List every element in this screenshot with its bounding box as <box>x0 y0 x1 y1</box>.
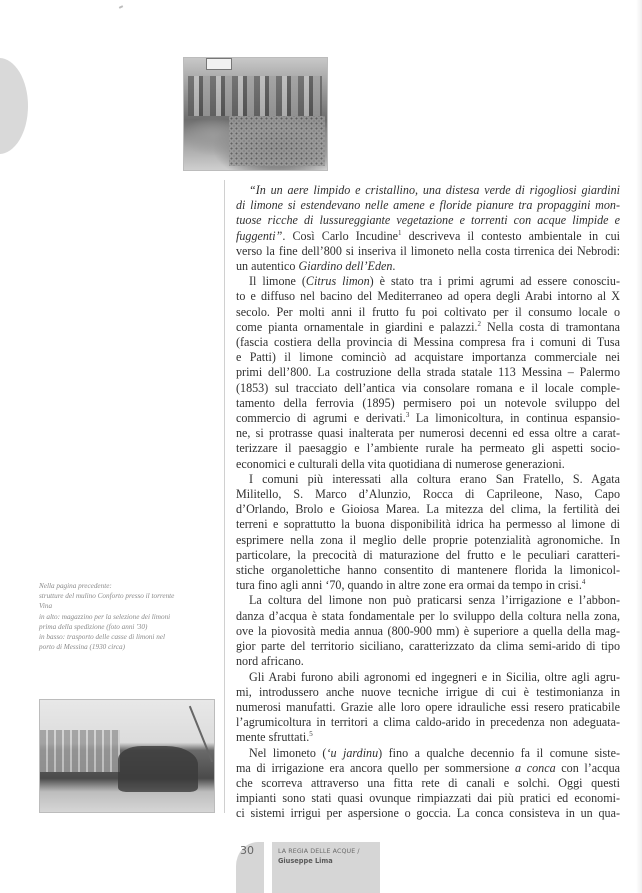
text-line: terreni e soprattutto la buona disponibilità idrica ha permesso al limone di <box>236 517 620 532</box>
paragraph-citrus-limon <box>236 274 620 472</box>
caption-line: in basso: trasporto delle casse di limoni nel <box>39 633 165 642</box>
emphasis-a-conca: a conca <box>515 760 556 775</box>
text-span: ) è stato tra i primi agrumi ad essere conosciu- <box>369 274 620 289</box>
text-line <box>236 730 620 745</box>
text-line: esprimere nella zona il meglio delle proprie potenzialità agronomiche. In <box>236 532 620 547</box>
running-footer-title: LA REGIA DELLE ACQUE / <box>278 848 360 855</box>
text-span: con l’acqua <box>555 760 620 775</box>
text-line: Gli Arabi furono abili agronomi ed ingegneri e in Sicilia, oltre agli agru- <box>249 669 620 684</box>
text-span: descriveva il contesto ambientale in cui <box>401 228 620 243</box>
paragraph-limoneto <box>236 746 620 822</box>
text-line: impianti sono stati quasi ovunque rimpiazzati dai più pratici ed economi- <box>236 791 620 806</box>
text-line: (1853) sul tracciato dell’antica via consolare romana e il locale comple- <box>236 380 620 395</box>
text-line: (fascia costiera della provincia di Messina compresa fra i comuni di Tusa <box>236 335 620 350</box>
photo-lemon-crates-transport <box>39 699 215 813</box>
footnote-ref-1: 1 <box>398 228 402 237</box>
text-line: tuose ricche di lussureggiante vegetazione e torrenti con acque limpide e <box>236 213 620 228</box>
running-footer-author: Giuseppe Lima <box>278 857 333 865</box>
text-span: . <box>392 259 396 274</box>
text-line: tamento della ferrovia (1895) permisero poi un notevole sviluppo del <box>236 395 620 410</box>
text-line: economici e culturali della vita quotidiana di numerose generazioni. <box>236 456 565 471</box>
text-span: tura fino agli anni ‘70, quando in altre zone era ormai da tempo in crisi. <box>236 578 582 593</box>
caption-line: porto di Messina (1930 circa) <box>39 643 125 652</box>
caption-line: Nella pagina precedente: <box>39 582 112 590</box>
caption-line: in alto: magazzino per la selezione dei limoni <box>39 612 171 621</box>
text-span: mente sfruttati. <box>236 730 310 745</box>
text-line <box>236 274 620 289</box>
photo-crates <box>40 730 120 772</box>
column-divider <box>224 180 225 813</box>
text-line: La coltura del limone non può praticarsi senza l’irrigazione e l’abbon- <box>249 593 620 608</box>
text-line: ci sistemi irrigui per aspersione o goccia. La conca consisteva in un qua- <box>236 806 620 821</box>
page-edge-shadow <box>636 0 642 893</box>
text-span: come pianta ornamentale in giardini e palazzi. <box>236 319 478 334</box>
emphasis-citrus-limon: Citrus limon <box>305 274 370 289</box>
photo-lemon-pile <box>229 116 325 166</box>
text-span: ) fino a qualche decennio fa il comune siste- <box>378 745 621 760</box>
text-line: secolo. Per molti anni il frutto fu poi coltivato per il consumo locale o <box>236 304 620 319</box>
text-span: Il limone ( <box>249 274 306 289</box>
caption-line: strutture del mulino Conforto presso il torrente <box>39 592 175 601</box>
scan-mark <box>119 5 123 9</box>
text-line <box>236 320 620 335</box>
paragraph-intro-quote <box>236 183 620 274</box>
body-text <box>236 183 620 822</box>
photo-horses <box>118 746 198 792</box>
paragraph-irrigazione <box>236 593 620 669</box>
caption-line: Vina <box>39 602 53 611</box>
text-line: numerosi manufatti. Grazie alle loro opere idrauliche essi resero praticabile <box>236 699 620 714</box>
text-line: d’Orlando, Brolo e Gioiosa Marea. La mitezza del clima, la fertilità dei <box>236 502 620 517</box>
text-span: . Così Carlo Incudine <box>282 228 399 243</box>
text-line <box>236 761 620 776</box>
photo-window <box>206 58 232 70</box>
text-line <box>236 411 620 426</box>
text-line: to e diffuso nel bacino del Mediterraneo ad opera degli Arabi intorno al X <box>236 289 620 304</box>
paragraph-arabi <box>236 670 620 746</box>
text-line <box>236 746 620 761</box>
quote-end: fuggenti” <box>236 228 283 243</box>
text-line: verso la fine dell’800 si inseriva il limoneto nella costa tirrenica dei Nebrodi: <box>236 243 620 258</box>
text-line: ove la piovosità media annua (800-900 mm) è superiore a quella della mag- <box>236 623 620 638</box>
footnote-ref-5: 5 <box>309 730 313 739</box>
photo-caption <box>39 581 209 652</box>
footnote-ref-3: 3 <box>405 411 410 420</box>
text-span: Nella costa di tramontana <box>480 319 620 334</box>
page-number: 30 <box>240 844 254 857</box>
text-line: terizzare il paesaggio e l’ambiente rurale ha permeato gli aspetti socio- <box>236 441 620 456</box>
text-line: I comuni più interessati alla coltura erano San Fratello, S. Agata <box>249 471 620 486</box>
text-line: mi, introdussero anche nuove tecniche irrigue di cui è testimonianza in <box>236 684 620 699</box>
emphasis-u-jardinu: ‘u jardinu <box>326 745 379 760</box>
text-line: “In un aere limpido e cristallino, una distesa verde di rigogliosi giardini <box>249 183 620 197</box>
photo-workers <box>188 76 322 116</box>
text-line: di limone si estendevano nelle amene e floride pianure tra propaggini mon- <box>236 198 620 213</box>
text-span: La limonicoltura, in continua espansio- <box>409 411 621 426</box>
text-line: e Patti) il limone cominciò ad acquistare importanza commerciale nei <box>236 350 620 365</box>
text-line: stiche organolettiche hanno consentito di mantenere florida la limonicol- <box>236 563 620 578</box>
text-line <box>236 229 620 244</box>
text-line: che scorreva attraverso una fitta rete di canali e solchi. Oggi questi <box>236 775 620 790</box>
text-line: primi dell’800. La costruzione della strada statale 113 Messina – Palermo <box>236 365 620 380</box>
text-line: gior parte del territorio siciliano, caratterizzato da clima semi-arido di tipo <box>236 639 620 654</box>
emphasis-giardino-eden: Giardino dell’Eden <box>298 259 393 274</box>
text-line: l’agrumicoltura in territori a clima caldo-arido in precedenza non adeguata- <box>236 715 620 730</box>
paragraph-comuni <box>236 472 620 594</box>
text-span: commercio di agrumi e derivati. <box>236 411 406 426</box>
photo-lemon-sorting-warehouse <box>183 57 328 171</box>
decorative-side-disc <box>0 58 28 154</box>
text-line: ne, si protrasse quasi inalterata per numerosi decenni ed essa oltre a carat- <box>236 426 620 441</box>
text-line: particolare, la precocità di maturazione del frutto e le peculiari caratteri- <box>236 547 620 562</box>
text-line: nord africano. <box>236 654 304 669</box>
text-line <box>236 578 620 593</box>
text-span: Nel limoneto ( <box>249 745 327 760</box>
text-line: Militello, S. Marco d’Alunzio, Rocca di Caprileone, Naso, Capo <box>236 487 620 502</box>
footnote-ref-2: 2 <box>477 319 481 328</box>
footnote-ref-4: 4 <box>581 578 586 587</box>
text-span: un autentico <box>236 259 299 274</box>
text-span: ma di irrigazione era ancora quello per sommersione <box>236 760 516 775</box>
text-line: danza d’acqua è stata fondamentale per lo sviluppo della coltura nella zona, <box>236 608 620 623</box>
caption-line: prima della spedizione (foto anni '30) <box>39 622 148 631</box>
text-line <box>236 259 620 274</box>
